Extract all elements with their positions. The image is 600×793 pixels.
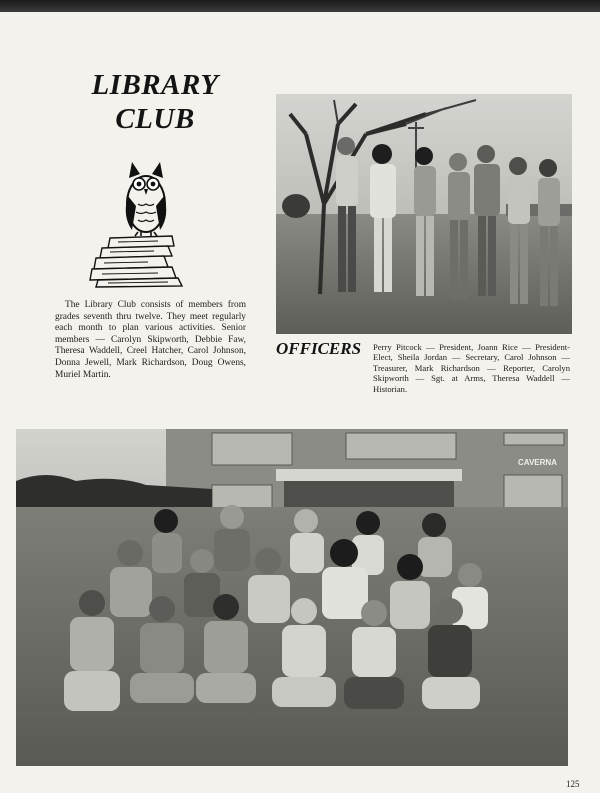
officers-heading: OFFICERS xyxy=(276,339,362,358)
building-sign: CAVERNA xyxy=(518,458,557,467)
officers-list: Perry Pitcock — President, Joann Rice — President-Elect, Sheila Jordan — Secretary, Carol Johnson — Treasurer, Mark Richardson — Reporter, Carolyn Skipworth — Sgt. at Arms, Theresa Waddell — Historian. xyxy=(373,342,570,394)
page-title xyxy=(60,68,250,136)
title-line-1: LIBRARY xyxy=(91,69,219,101)
scan-top-edge xyxy=(0,0,600,12)
club-description: The Library Club consists of members from grades seventh thru twelve. They meet regularly each month to plan various activities. Senior members — Carolyn Skipworth, Debbie Faw, Theresa Waddell, Creel Hatcher, Carol Johnson, Donna Jewell, Mark Richardson, Doug Owens, Muriel Martin. xyxy=(55,300,246,380)
yearbook-page xyxy=(0,12,600,793)
title-line-2: CLUB xyxy=(115,103,195,135)
owl-on-books-icon xyxy=(88,156,188,288)
officers-photo xyxy=(276,94,572,334)
group-photo xyxy=(16,429,568,766)
page-number: 125 xyxy=(566,779,580,789)
